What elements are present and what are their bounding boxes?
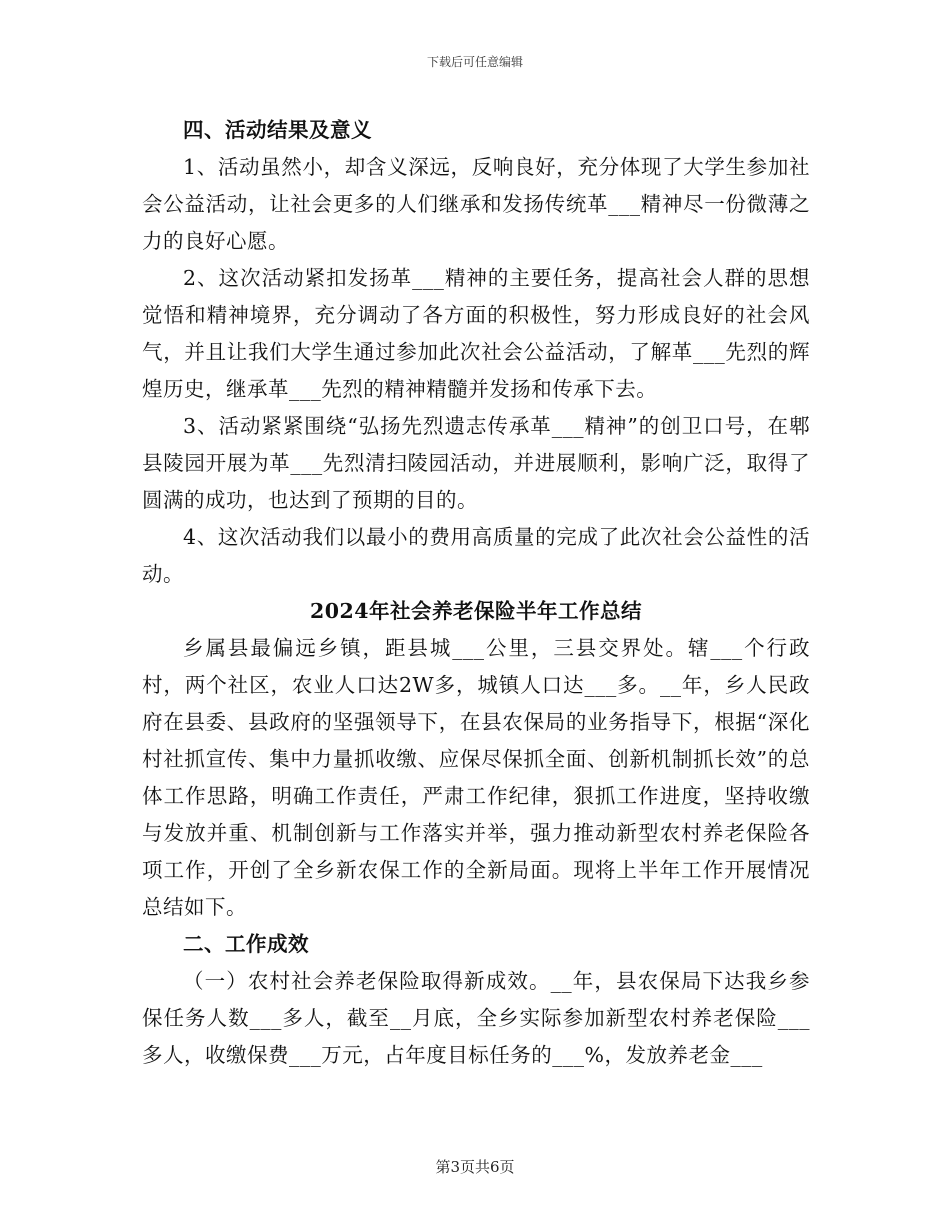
result-item-1: 1、活动虽然小，却含义深远，反响良好，充分体现了大学生参加社会公益活动，让社会更多的人们继承和发扬传统革___精神尽一份微薄之力的良好心愿。 [142, 155, 810, 253]
page-header-note: 下载后可任意编辑 [426, 55, 523, 69]
result-item-4: 4、这次活动我们以最小的费用高质量的完成了此次社会公益性的活动。 [142, 525, 810, 586]
result-item-3: 3、活动紧紧围绕“弘扬先烈遗志传承革___精神”的创卫口号，在郫县陵园开展为革___先烈清扫陵园活动，并进展顺利，影响广泛，取得了圆满的成功，也达到了预期的目的。 [142, 414, 810, 512]
report-intro-paragraph: 乡属县最偏远乡镇，距县城___公里，三县交界处。辖___个行政村，两个社区，农业人口达2W多，城镇人口达___多。__年，乡人民政府在县委、县政府的坚强领导下，在县农保局的业务指导下，根据“深化村社抓宣传、集中力量抓收缴、应保尽保抓全面、创新机制抓长效”的总体工作思路，明确工作责任，严肃工作纪律，狠抓工作进度，坚持收缴与发放并重、机制创新与工作落实并举，强力推动新型农村养老保险各项工作，开创了全乡新农保工作的全新局面。现将上半年工作开展情况总结如下。 [142, 636, 810, 919]
page-number-footer: 第3页共6页 [435, 1158, 515, 1176]
report-title: 2024年社会养老保险半年工作总结 [309, 599, 643, 623]
section-heading-results: 四、活动结果及意义 [183, 118, 372, 142]
section-heading-achievements: 二、工作成效 [183, 932, 309, 956]
achievements-paragraph-1: （一）农村社会养老保险取得新成效。__年，县农保局下达我乡参保任务人数___多人，截至__月底，全乡实际参加新型农村养老保险___多人，收缴保费___万元，占年度目标任务的___%，发放养老金___ [142, 969, 810, 1067]
result-item-2: 2、这次活动紧扣发扬革___精神的主要任务，提高社会人群的思想觉悟和精神境界，充分调动了各方面的积极性，努力形成良好的社会风气，并且让我们大学生通过参加此次社会公益活动，了解革___先烈的辉煌历史，继承革___先烈的精神精髓并发扬和传承下去。 [142, 266, 810, 401]
document-body [142, 112, 810, 1074]
